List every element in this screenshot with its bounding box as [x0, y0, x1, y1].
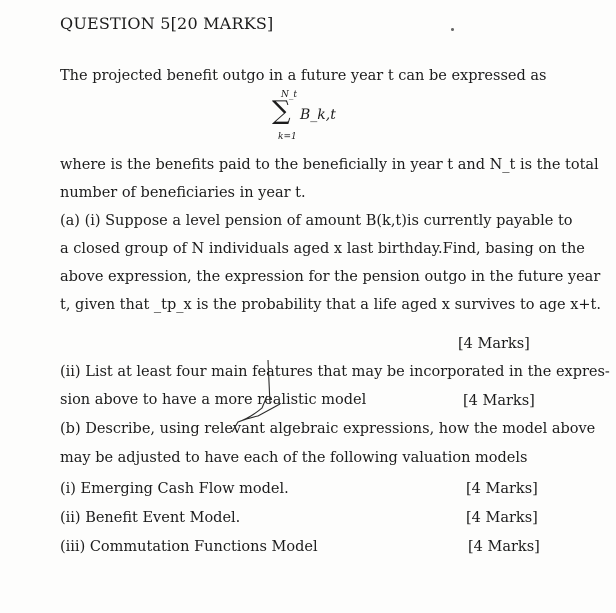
- body-line-4: a closed group of N individuals aged x last birthday.Find, basing on the: [60, 241, 585, 257]
- part-b-line-2: may be adjusted to have each of the following valuation models: [60, 450, 528, 466]
- part-a-ii-line-1: (ii) List at least four main features that may be incorporated in the expres-: [60, 364, 610, 380]
- body-line-5: above expression, the expression for the pension outgo in the future year: [60, 269, 601, 285]
- model-item-1: (i) Emerging Cash Flow model.: [60, 481, 289, 497]
- body-line-1: where is the benefits paid to the beneficially in year t and N_t is the total: [60, 157, 599, 173]
- sum-term: B_k,t: [300, 107, 336, 123]
- body-line-6: t, given that _tp_x is the probability that a life aged x survives to age x+t.: [60, 297, 601, 313]
- body-line-2: number of beneficiaries in year t.: [60, 185, 306, 201]
- marks-a-i: [4 Marks]: [458, 336, 530, 352]
- part-a-ii-line-2: sion above to have a more realistic model: [60, 392, 367, 408]
- model-item-3-marks: [4 Marks]: [468, 539, 540, 555]
- model-item-3: (iii) Commutation Functions Model: [60, 539, 318, 555]
- sum-lower-limit: k=1: [278, 132, 297, 142]
- marks-a-ii: [4 Marks]: [463, 393, 535, 409]
- body-line-3: (a) (i) Suppose a level pension of amount B(k,t)is currently payable to: [60, 213, 573, 229]
- intro-text: The projected benefit outgo in a future year t can be expressed as: [60, 68, 547, 84]
- sum-symbol: ∑: [272, 96, 291, 126]
- part-b-line-1: (b) Describe, using relevant algebraic expressions, how the model above: [60, 421, 596, 437]
- model-item-2: (ii) Benefit Event Model.: [60, 510, 241, 526]
- question-title: QUESTION 5[20 MARKS]: [60, 14, 274, 33]
- model-item-2-marks: [4 Marks]: [466, 510, 538, 526]
- sum-upper-limit: N_t: [281, 90, 297, 100]
- model-item-1-marks: [4 Marks]: [466, 481, 538, 497]
